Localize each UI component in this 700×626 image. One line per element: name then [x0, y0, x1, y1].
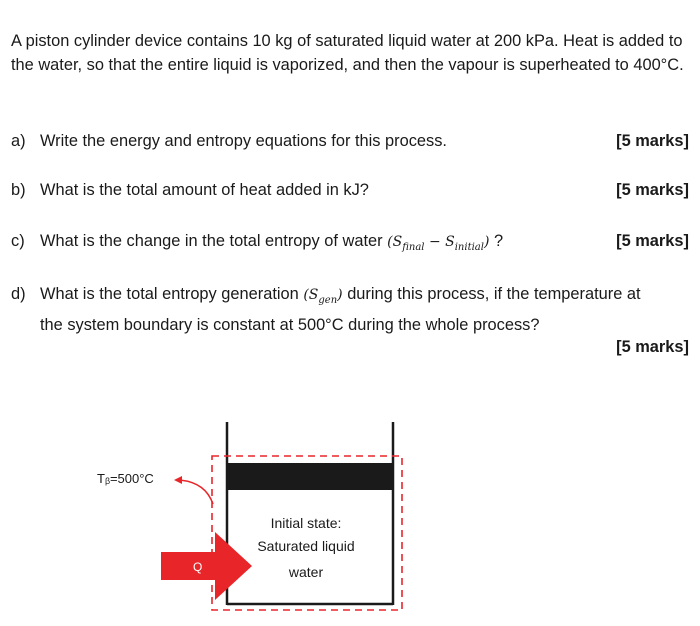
- question-text-main: What is the change in the total entropy of water: [40, 232, 383, 250]
- entropy-generation-expression: $(S_{gen})$: [303, 287, 343, 306]
- question-mark: ?: [489, 232, 504, 250]
- question-text: What is the total amount of heat added in kJ?: [40, 181, 369, 199]
- question-text: Write the energy and entropy equations for this process.: [40, 132, 447, 150]
- piston-cylinder-diagram: [0, 400, 700, 626]
- question-marks: [5 marks]: [616, 181, 689, 199]
- state-line-3: water: [288, 564, 324, 580]
- question-text: [40, 282, 665, 337]
- boundary-temperature-label: Tᵦ=500°C: [97, 471, 154, 486]
- question-letter: c): [11, 232, 25, 250]
- boundary-pointer-arrow: [180, 480, 213, 504]
- question-letter: b): [11, 181, 26, 199]
- question-text-rest: during this process, if the temperature at the system boundary is constant at 500°C during the whole process?: [40, 285, 641, 334]
- question-d: [11, 282, 691, 362]
- question-letter: d): [11, 285, 26, 303]
- question-marks: [5 marks]: [616, 338, 689, 356]
- question-marks: [5 marks]: [616, 132, 689, 150]
- boundary-pointer-arrowhead: [174, 476, 182, 484]
- question-marks: [5 marks]: [616, 232, 689, 250]
- question-letter: a): [11, 132, 26, 150]
- question-text: [40, 229, 600, 260]
- entropy-change-expression: $(S_{final} - S_{initial})$: [387, 234, 490, 253]
- piston: [228, 463, 392, 490]
- heat-input-arrow: [161, 532, 252, 600]
- state-line-1: Initial state:: [270, 515, 342, 531]
- state-line-2: Saturated liquid: [257, 538, 355, 554]
- question-text-main: What is the total entropy generation: [40, 285, 299, 303]
- heat-label: Q: [193, 560, 203, 574]
- problem-statement: A piston cylinder device contains 10 kg of saturated liquid water at 200 kPa. Heat is added to the water, so that the entire liquid is vaporized, and then the vapour is superheated to 400°C.: [11, 32, 684, 74]
